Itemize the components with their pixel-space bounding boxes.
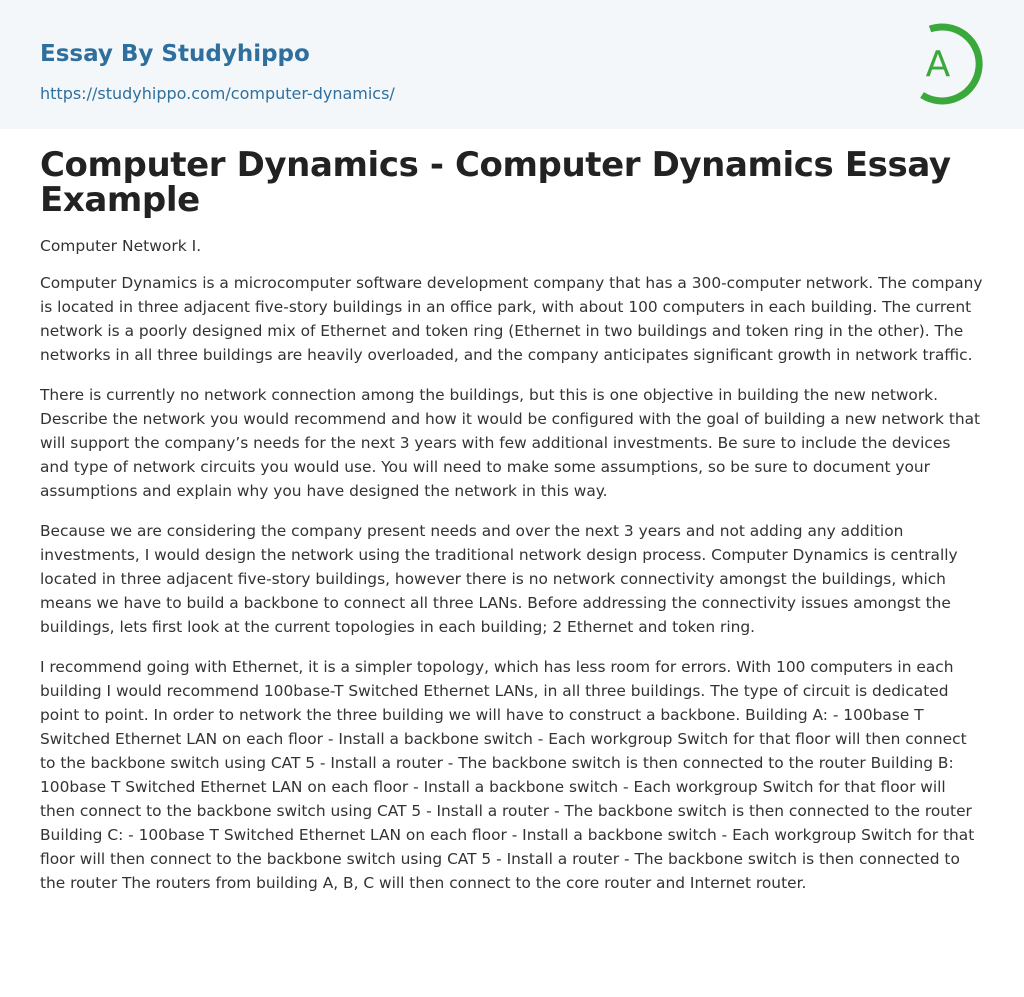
source-url-link[interactable]: https://studyhippo.com/computer-dynamics/ — [40, 84, 395, 103]
paragraph-1: Computer Dynamics is a microcomputer software development company that has a 300-computer network. The company is located in three adjacent five-story buildings in an office park, with about 100 computers in each building. The current network is a poorly designed mix of Ethernet and token ring (Ethernet in two buildings and token ring in the other). The networks in all three buildings are heavily overloaded, and the company anticipates significant growth in network traffic. — [40, 274, 983, 364]
article-subtitle: Computer Network I. — [40, 237, 202, 255]
site-header — [0, 0, 1024, 129]
article — [40, 145, 984, 895]
logo-letter: A — [925, 44, 951, 85]
site-brand[interactable]: Essay By Studyhippo — [40, 41, 310, 67]
paragraph-2: There is currently no network connection among the buildings, but this is one objective in building the new network. Describe the network you would recommend and how it would be configured with the goal of building a new network that will support the company’s needs for the next 3 years with few additional investments. Be sure to include the devices and type of network circuits you would use. You will need to make some assumptions, so be sure to document your assumptions and explain why you have designed the network in this way. — [40, 386, 981, 500]
studyhippo-logo-icon[interactable] — [908, 19, 988, 105]
paragraph-3: Because we are considering the company present needs and over the next 3 years and not adding any addition investments, I would design the network using the traditional network design process. Computer Dynamics is centrally located in three adjacent five-story buildings, however there is no network connectivity amongst the buildings, which means we have to build a backbone to connect all three LANs. Before addressing the connectivity issues amongst the buildings, lets first look at the current topologies in each building; 2 Ethernet and token ring. — [40, 522, 958, 636]
paragraph-4: I recommend going with Ethernet, it is a simpler topology, which has less room for errors. With 100 computers in each building I would recommend 100base-T Switched Ethernet LANs, in all three buildings. The type of circuit is dedicated point to point. In order to network the three building we will have to construct a backbone. Building A: - 100base T Switched Ethernet LAN on each floor - Install a backbone switch - Each workgroup Switch for that floor will then connect to the backbone switch using CAT 5 - Install a router - The backbone switch is then connected to the router Building B: 100base T Switched Ethernet LAN on each floor - Install a backbone switch - Each workgroup Switch for that floor will then connect to the backbone switch using CAT 5 - Install a router - The backbone switch is then connected to the router Building C: - 100base T Switched Ethernet LAN on each floor - Install a backbone switch - Each workgroup Switch for that floor will then connect to the backbone switch using CAT 5 - Install a router - The backbone switch is then connected to the router The routers from building A, B, C will then connect to the core router and Internet router. — [40, 658, 975, 892]
page-title: Computer Dynamics - Computer Dynamics Essay Example — [40, 145, 951, 220]
